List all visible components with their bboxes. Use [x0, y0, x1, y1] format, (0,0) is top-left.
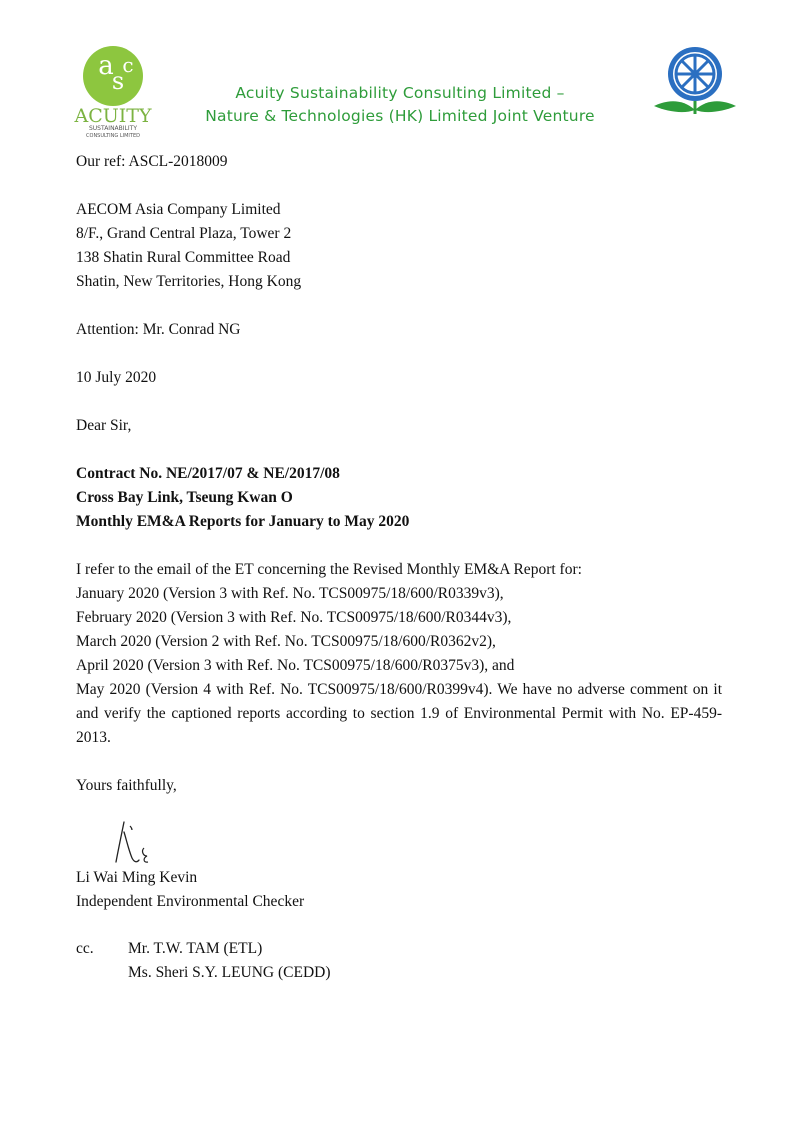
- address-line: Shatin, New Territories, Hong Kong: [76, 273, 302, 290]
- subject-line: Contract No. NE/2017/07 & NE/2017/08: [76, 465, 340, 482]
- subject-block: [76, 462, 722, 534]
- signatory-title: Independent Environmental Checker: [76, 893, 305, 910]
- acuity-wordmark: ACUITY: [74, 105, 152, 127]
- acuity-logo: [70, 44, 156, 144]
- cc-recipient: Mr. T.W. TAM (ETL): [128, 940, 263, 957]
- body-text: [76, 558, 722, 750]
- body-line: I refer to the email of the ET concerning the Revised Monthly EM&A Report for:: [76, 561, 582, 578]
- cc-list: [128, 937, 331, 985]
- cc-recipient: Ms. Sheri S.Y. LEUNG (CEDD): [128, 964, 331, 981]
- handwritten-signature: [110, 818, 170, 868]
- svg-text:a: a: [98, 51, 114, 81]
- body-paragraph: May 2020 (Version 4 with Ref. No. TCS00975/18/600/R0399v4). We have no adverse comment on it and verify the captioned reports according to section 1.9 of Environmental Permit with No. EP-459-2013.: [76, 681, 722, 746]
- subject-line: Monthly EM&A Reports for January to May 2020: [76, 513, 410, 530]
- svg-text:c: c: [122, 53, 134, 77]
- subject-line: Cross Bay Link, Tseung Kwan O: [76, 489, 293, 506]
- letter-date: 10 July 2020: [76, 369, 157, 386]
- body-line: March 2020 (Version 2 with Ref. No. TCS00975/18/600/R0362v2),: [76, 633, 496, 650]
- nature-wheel-flower-logo: [650, 44, 740, 120]
- recipient-address: [76, 198, 722, 294]
- body-line: January 2020 (Version 3 with Ref. No. TCS00975/18/600/R0339v3),: [76, 585, 504, 602]
- address-line: AECOM Asia Company Limited: [76, 201, 281, 218]
- signatory-name: Li Wai Ming Kevin: [76, 869, 198, 886]
- address-line: 8/F., Grand Central Plaza, Tower 2: [76, 225, 292, 242]
- letterhead-title-line-2: Nature & Technologies (HK) Limited Joint Venture: [205, 107, 595, 125]
- acuity-tagline-2: CONSULTING LIMITED: [86, 133, 140, 139]
- attention-line: Attention: Mr. Conrad NG: [76, 321, 241, 338]
- our-reference: Our ref: ASCL-2018009: [76, 153, 228, 170]
- letterhead-title: [180, 82, 620, 128]
- acuity-tagline-1: SUSTAINABILITY: [88, 125, 138, 132]
- cc-label: cc.: [76, 940, 94, 957]
- signatory-block: [76, 866, 304, 914]
- salutation: Dear Sir,: [76, 417, 132, 434]
- letterhead-title-line-1: Acuity Sustainability Consulting Limited –: [235, 84, 565, 102]
- body-line: February 2020 (Version 3 with Ref. No. TCS00975/18/600/R0344v3),: [76, 609, 512, 626]
- svg-text:s: s: [111, 67, 125, 95]
- letter-body: [76, 150, 722, 798]
- closing: Yours faithfully,: [76, 777, 177, 794]
- address-line: 138 Shatin Rural Committee Road: [76, 249, 291, 266]
- body-line: April 2020 (Version 3 with Ref. No. TCS00975/18/600/R0375v3), and: [76, 657, 515, 674]
